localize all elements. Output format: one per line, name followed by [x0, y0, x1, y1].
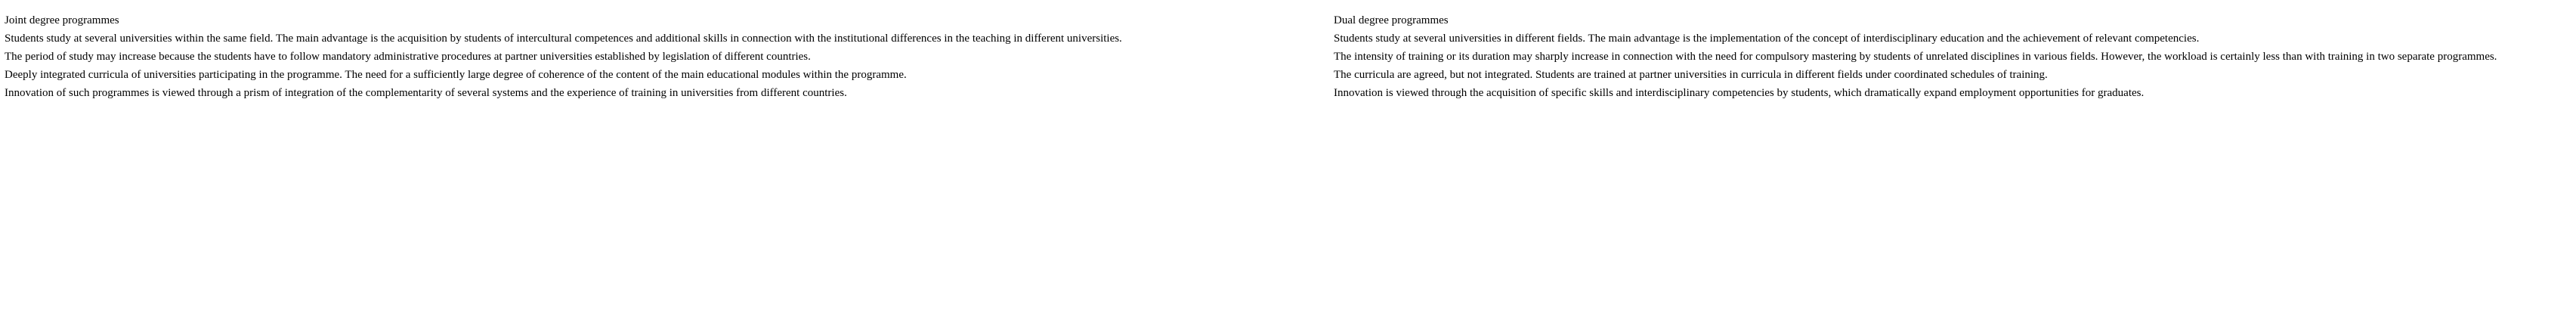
- joint-row-2: The period of study may increase because the students have to follow mandatory administrative procedures at partner universities established by legislation of different countries.: [5, 51, 811, 63]
- column-dual-degree-programmes: [1334, 14, 2576, 104]
- dual-row-2: The intensity of training or its duration may sharply increase in connection with the need for compulsory mastering by students of unrelated disciplines in various fields. However, the workload is certainly less than with training in two separate programmes.: [1334, 51, 2497, 63]
- dual-row-4: Innovation is viewed through the acquisition of specific skills and interdisciplinary competencies by students, which dramatically expand employment opportunities for graduates.: [1334, 87, 2145, 99]
- joint-row-1: Students study at several universities within the same field. The main advantage is the acquisition by students of intercultural competences and additional skills in connection with the institutional differences in the teaching in different universities.: [5, 33, 1122, 45]
- joint-row-4: Innovation of such programmes is viewed through a prism of integration of the complementarity of several systems and the experience of training in universities from different countries.: [5, 87, 847, 99]
- column-heading-dual: Dual degree programmes: [1334, 14, 1449, 26]
- column-heading-joint: Joint degree programmes: [5, 14, 119, 26]
- comparison-columns: [0, 14, 2576, 104]
- dual-row-3: The curricula are agreed, but not integrated. Students are trained at partner universities in curricula in different fields under coordinated schedules of training.: [1334, 69, 2048, 81]
- column-joint-degree-programmes: [0, 14, 1334, 104]
- dual-row-1: Students study at several universities in different fields. The main advantage is the implementation of the concept of interdisciplinary education and the achievement of relevant competencies.: [1334, 33, 2200, 45]
- joint-row-3: Deeply integrated curricula of universities participating in the programme. The need for a sufficiently large degree of coherence of the content of the main educational modules within the programme.: [5, 69, 907, 81]
